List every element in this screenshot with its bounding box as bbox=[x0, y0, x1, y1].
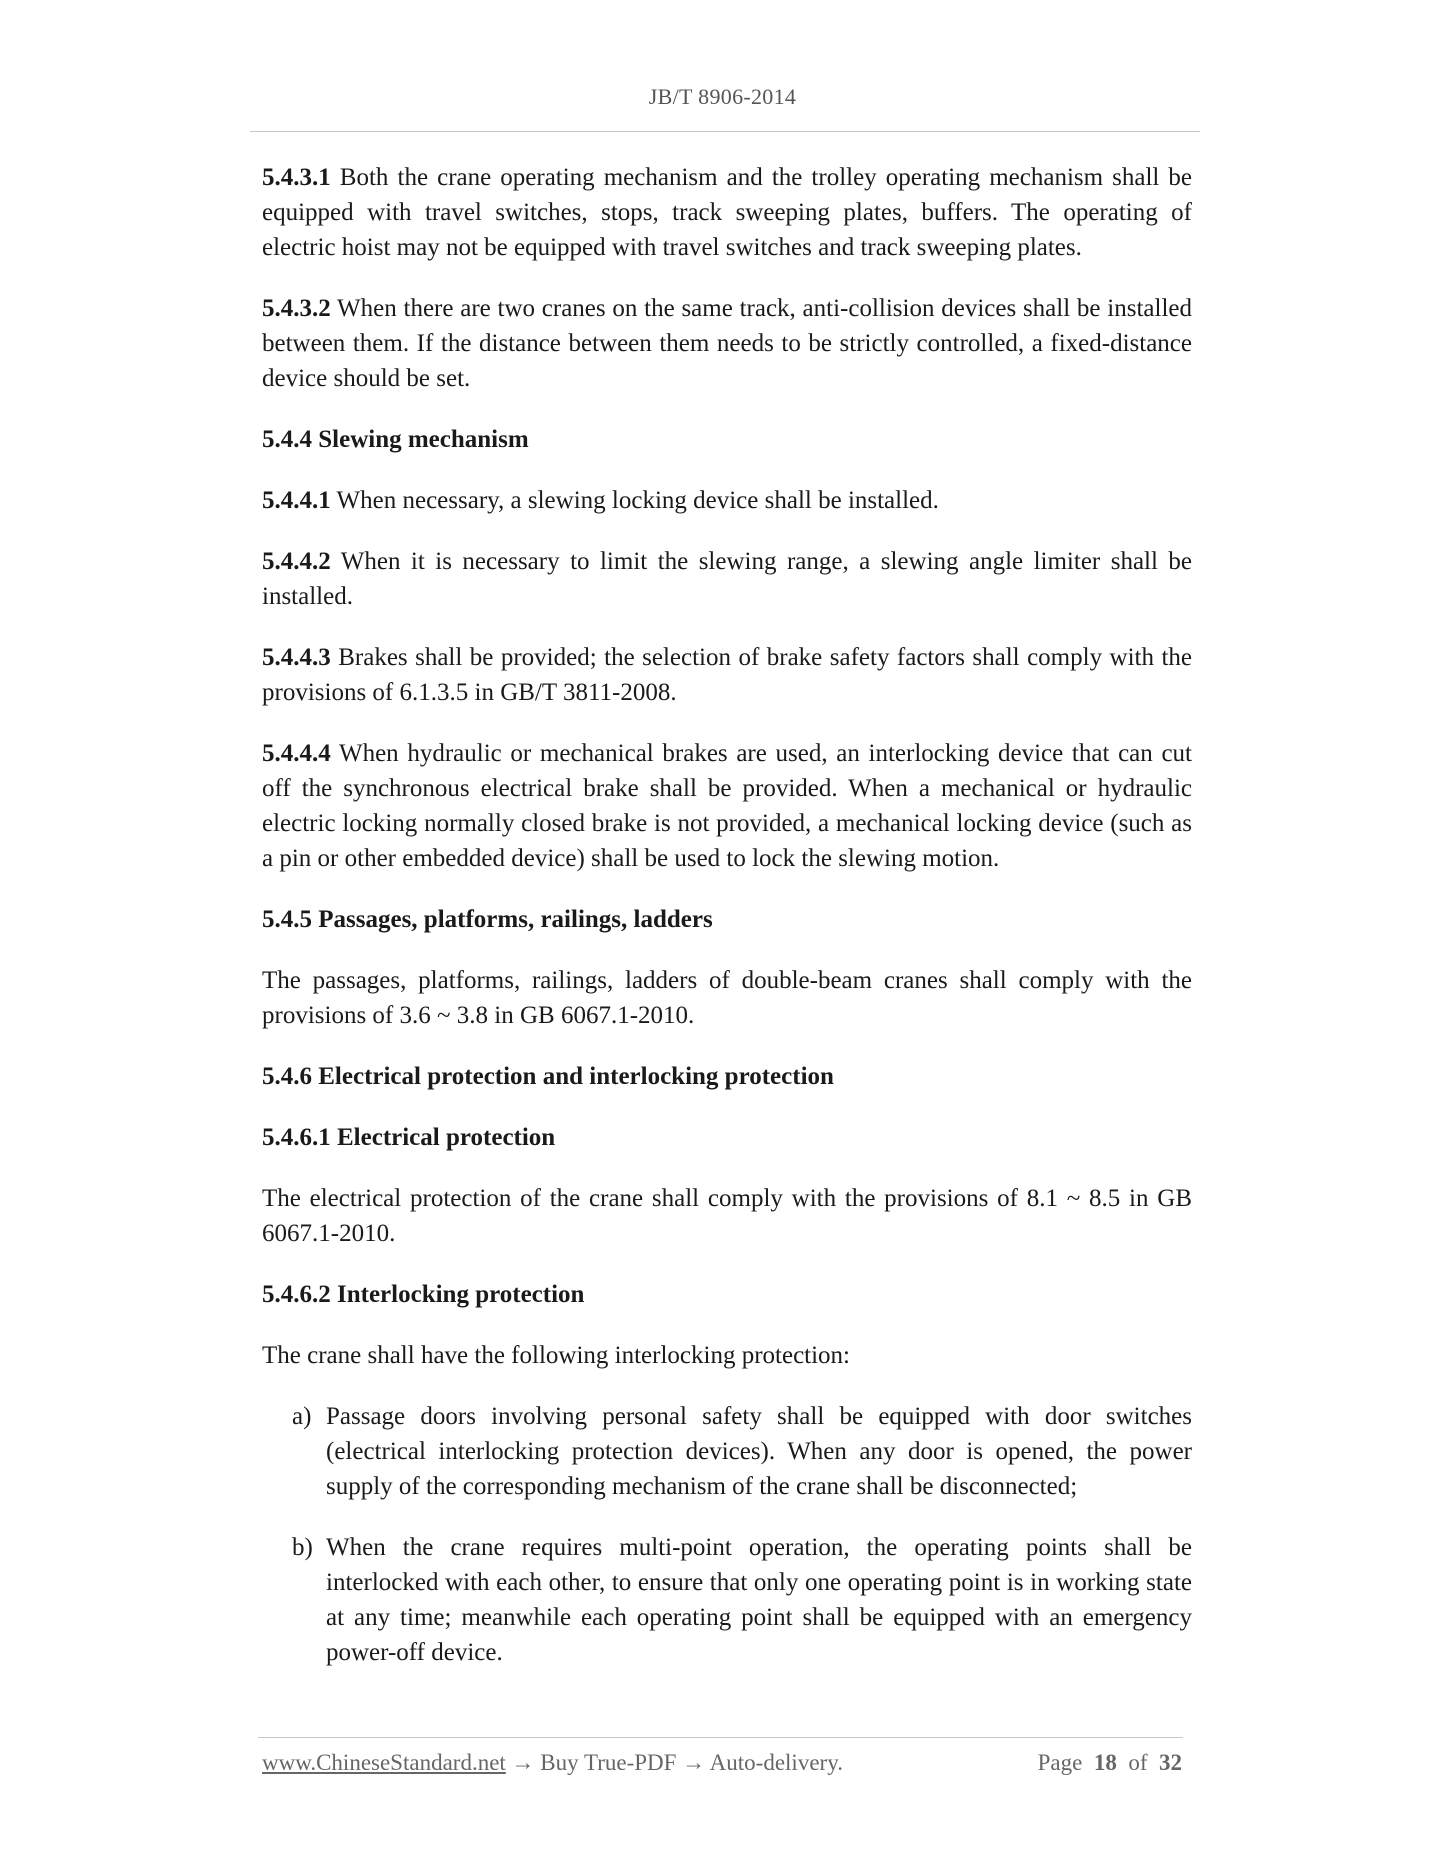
clause-paragraph bbox=[262, 640, 1192, 710]
clause-number: 5.4.4.2 bbox=[262, 548, 331, 575]
clause-paragraph bbox=[262, 736, 1192, 876]
clause-text: The electrical protection of the crane shall comply with the provisions of 8.1 ~ 8.5 in GB 6067.1-2010. bbox=[262, 1185, 1192, 1247]
list-item-text: When the crane requires multi-point operation, the operating points shall be interlocked with each other, to ensure that only one operating point is in working state at any time; meanwhile each operating point shall be equipped with an emergency power-off device. bbox=[326, 1534, 1192, 1666]
clause-text: When necessary, a slewing locking device shall be installed. bbox=[330, 487, 939, 514]
auto-delivery-text: Auto-delivery. bbox=[709, 1750, 843, 1775]
page-label: Page bbox=[1037, 1750, 1083, 1775]
running-header: JB/T 8906-2014 bbox=[648, 84, 797, 109]
clause-paragraph bbox=[262, 483, 1192, 518]
arrow-icon: → bbox=[505, 1750, 541, 1775]
clause-number: 5.4.4.3 bbox=[262, 644, 331, 671]
clause-text: When there are two cranes on the same track, anti-collision devices shall be installed between them. If the distance between them needs to be strictly controlled, a fixed-distance device should be set. bbox=[262, 295, 1192, 392]
clause-paragraph bbox=[262, 160, 1192, 265]
page-number bbox=[1038, 1750, 1182, 1776]
list-marker: b) bbox=[292, 1534, 313, 1561]
footer-promo bbox=[262, 1750, 843, 1776]
clause-number: 5.4.3.1 bbox=[262, 164, 331, 191]
footer-divider bbox=[258, 1737, 1183, 1738]
clause-number: 5.4.4.4 bbox=[262, 740, 331, 767]
list-marker: a) bbox=[292, 1403, 312, 1430]
list-item bbox=[292, 1399, 1192, 1504]
clause-text: Both the crane operating mechanism and the trolley operating mechanism shall be equipped with travel switches, stops, track sweeping plates, buffers. The operating of electric hoist may not be equipped with travel switches and track sweeping plates. bbox=[262, 164, 1192, 261]
clause-paragraph bbox=[262, 1181, 1192, 1251]
section-heading: 5.4.6.1 Electrical protection bbox=[262, 1124, 556, 1151]
arrow-icon: → bbox=[676, 1750, 710, 1775]
clause-number: 5.4.4.1 bbox=[262, 487, 331, 514]
website-link[interactable]: www.ChineseStandard.net bbox=[262, 1750, 506, 1775]
section-heading: 5.4.6 Electrical protection and interlocking protection bbox=[262, 1063, 834, 1090]
section-heading: 5.4.5 Passages, platforms, railings, ladders bbox=[262, 906, 713, 933]
clause-text: When hydraulic or mechanical brakes are used, an interlocking device that can cut off the synchronous electrical brake shall be provided. When a mechanical or hydraulic electric locking normally closed brake is not provided, a mechanical locking device (such as a pin or other embedded device) shall be used to lock the slewing motion. bbox=[262, 740, 1192, 872]
clause-paragraph bbox=[262, 544, 1192, 614]
current-page: 18 bbox=[1093, 1750, 1117, 1775]
section-heading: 5.4.6.2 Interlocking protection bbox=[262, 1281, 585, 1308]
of-label: of bbox=[1128, 1750, 1148, 1775]
list-item-text: Passage doors involving personal safety shall be equipped with door switches (electrical interlocking protection devices). When any door is opened, the power supply of the corresponding mechanism of the crane shall be disconnected; bbox=[326, 1403, 1192, 1500]
clause-paragraph bbox=[262, 963, 1192, 1033]
clause-text: Brakes shall be provided; the selection of brake safety factors shall comply with the provisions of 6.1.3.5 in GB/T 3811-2008. bbox=[262, 644, 1192, 706]
clause-number: 5.4.3.2 bbox=[262, 295, 331, 322]
clause-paragraph bbox=[262, 291, 1192, 396]
clause-paragraph bbox=[262, 1338, 1192, 1373]
buy-pdf-text: Buy True-PDF bbox=[540, 1750, 677, 1775]
clause-text: The crane shall have the following interlocking protection: bbox=[262, 1342, 851, 1369]
total-pages: 32 bbox=[1159, 1750, 1182, 1775]
document-body bbox=[262, 160, 1192, 1696]
section-heading: 5.4.4 Slewing mechanism bbox=[262, 426, 529, 453]
clause-text: The passages, platforms, railings, ladders of double-beam cranes shall comply with the provisions of 3.6 ~ 3.8 in GB 6067.1-2010. bbox=[262, 967, 1192, 1029]
list-item bbox=[292, 1530, 1192, 1670]
clause-text: When it is necessary to limit the slewing range, a slewing angle limiter shall be installed. bbox=[262, 548, 1192, 610]
header-divider bbox=[250, 131, 1200, 132]
